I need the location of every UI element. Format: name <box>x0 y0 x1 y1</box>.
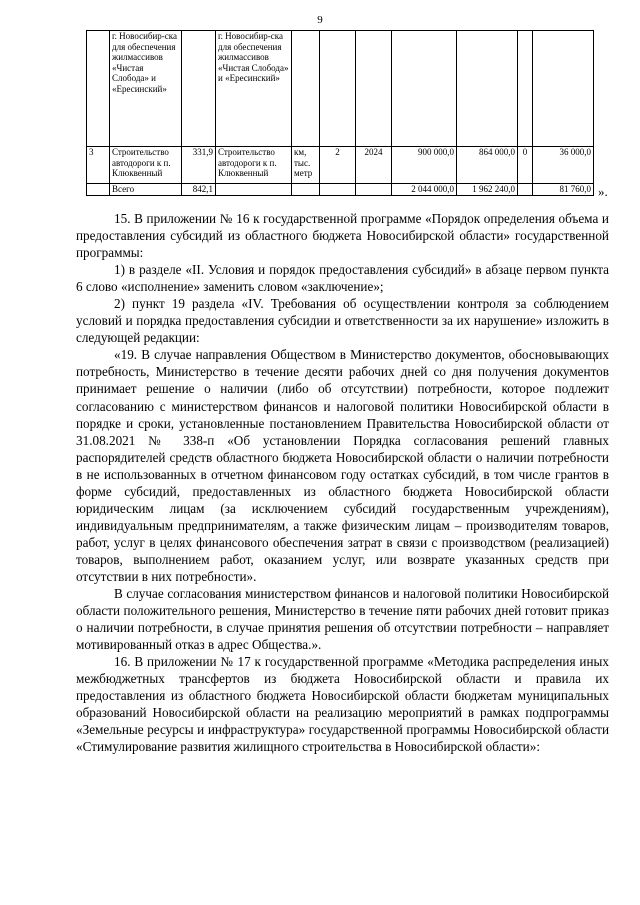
table-cell: Всего <box>110 184 182 196</box>
paragraph: В случае согласования министерством финансов и налоговой политики Новосибирской области положительного решения, Министерство в течение пяти рабочих дней готовит приказ о наличии потребности, в случае принятия решения об отсутствии потребности – направляет мотивированный отказ в адрес Общества.». <box>76 586 609 653</box>
table-cell <box>457 31 518 147</box>
table-row <box>87 147 594 184</box>
table-cell <box>356 184 392 196</box>
table-cell <box>518 184 533 196</box>
table-cell <box>392 31 457 147</box>
budget-table <box>86 30 594 196</box>
table-cell: Строительство автодороги к п. Клюквенный <box>216 147 292 184</box>
table-closing-mark: ». <box>598 184 608 199</box>
table-cell <box>216 184 292 196</box>
paragraph: 15. В приложении № 16 к государственной программе «Порядок определения объема и предоставления субсидий из областного бюджета Новосибирской области» государственной программы: <box>76 211 609 261</box>
table-cell: г. Новосибир-ска для обеспечения жилмассивов «Чистая Слобода» и «Ересинский» <box>110 31 182 147</box>
table-cell <box>292 184 320 196</box>
table-cell: 864 000,0 <box>457 147 518 184</box>
table-cell: 2 <box>320 147 356 184</box>
table-cell <box>356 31 392 147</box>
table-cell: г. Новосибир-ска для обеспечения жилмассивов «Чистая Слобода» и «Ересинский» <box>216 31 292 147</box>
table-cell: 2 044 000,0 <box>392 184 457 196</box>
table-cell: 900 000,0 <box>392 147 457 184</box>
table-cell <box>87 31 110 147</box>
table-cell: 36 000,0 <box>533 147 594 184</box>
table-cell <box>320 184 356 196</box>
table-cell <box>320 31 356 147</box>
table-cell: 842,1 <box>182 184 216 196</box>
table-cell: 3 <box>87 147 110 184</box>
table-cell: км, тыс. метр <box>292 147 320 184</box>
table-cell: 1 962 240,0 <box>457 184 518 196</box>
table-cell <box>182 31 216 147</box>
table-row <box>87 31 594 147</box>
table-cell: 331,9 <box>182 147 216 184</box>
table-cell <box>87 184 110 196</box>
document-body <box>76 210 609 756</box>
table-row-total <box>87 184 594 196</box>
table-cell: 2024 <box>356 147 392 184</box>
paragraph: 1) в разделе «II. Условия и порядок предоставления субсидий» в абзаце первом пункта 6 слово «исполнение» заменить словом «заключение»; <box>76 262 609 295</box>
table-cell <box>292 31 320 147</box>
table-cell: 81 760,0 <box>533 184 594 196</box>
page-number: 9 <box>317 14 323 26</box>
paragraph: 16. В приложении № 17 к государственной программе «Методика распределения иных межбюджетных трансфертов из бюджета Новосибирской области и правила их предоставления из областного бюджета Новосибирской области бюджетам муниципальных образований Новосибирской области на реализацию мероприятий в рамках подпрограммы «Земельные ресурсы и инфраструктура» государственной программы Новосибирской области «Стимулирование развития жилищного строительства в Новосибирской области»: <box>76 654 609 755</box>
table-cell: 0 <box>518 147 533 184</box>
paragraph: «19. В случае направления Обществом в Министерство документов, обосновывающих потребность, Министерство в течение десяти рабочих дней со дня получения документов принимает решение о наличии (либо об отсутствии) потребности, которое подлежит согласованию с министерством финансов и налоговой политики Новосибирской области в порядке и сроки, установленные постановлением Правительства Новосибирской области от 31.08.2021 № 338-п «Об установлении Порядка согласования решений главных распорядителей средств областного бюджета Новосибирской области о наличии потребности в не использованных в отчетном финансовом году остатках субсидий, в том числе грантов в форме субсидий, предоставленных из областного бюджета Новосибирской области юридическим лицам (за исключением субсидий государственным учреждениям), индивидуальным предпринимателям, а также физическим лицам – производителям товаров, работ, услуг в целях финансового обеспечения затрат в связи с производством (реализацией) товаров, выполнением работ, оказанием услуг, или возврате указанных средств при отсутствии в них потребности». <box>76 347 609 584</box>
paragraph: 2) пункт 19 раздела «IV. Требования об осуществлении контроля за соблюдением условий и порядка предоставления субсидии и ответственности за их нарушение» изложить в следующей редакции: <box>76 296 609 346</box>
table-cell <box>533 31 594 147</box>
table-cell: Строительство автодороги к п. Клюквенный <box>110 147 182 184</box>
table-cell <box>518 31 533 147</box>
